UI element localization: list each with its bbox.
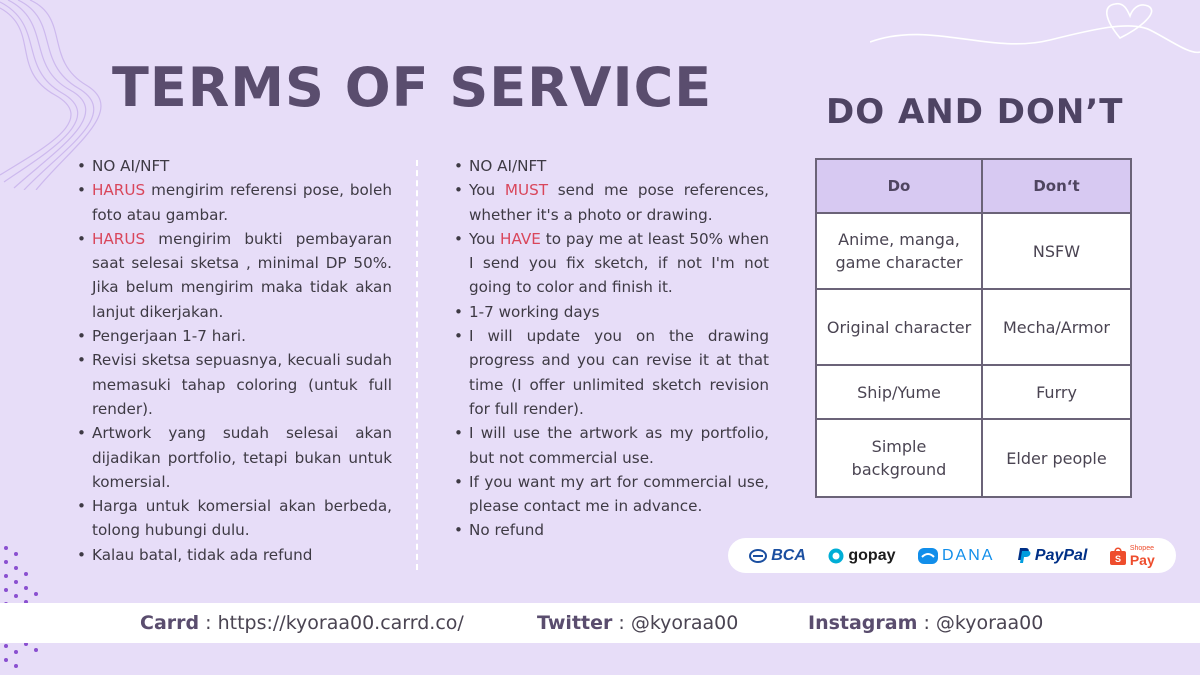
do-dont-table [815, 158, 1132, 498]
svg-text:S: S [1114, 553, 1121, 564]
instagram-link[interactable]: Instagram : @kyoraa00 [808, 612, 1044, 634]
list-item: • NO AI/NFT [76, 154, 392, 178]
do-cell: Original character [816, 289, 982, 365]
list-item: • Pengerjaan 1-7 hari. [76, 324, 392, 348]
shopeepay-icon [1110, 547, 1126, 565]
table-row [816, 365, 1131, 419]
list-item: • 1-7 working days [453, 300, 769, 324]
carrd-link[interactable]: Carrd : https://kyoraa00.carrd.co/ [140, 612, 464, 634]
table-row [816, 419, 1131, 497]
table-row [816, 289, 1131, 365]
list-item: • Kalau batal, tidak ada refund [76, 543, 392, 567]
payment-methods-bar [728, 538, 1176, 573]
shopeepay-logo: S Shopee Pay [1110, 544, 1155, 567]
highlight-text: HAVE [500, 229, 541, 248]
list-item: • No refund [453, 518, 769, 542]
dana-icon [918, 548, 938, 564]
table-row [816, 213, 1131, 289]
list-item: • HARUS mengirim bukti pembayaran saat selesai sketsa , minimal DP 50%. Jika belum mengirim maka tidak akan lanjut dikerjakan. [76, 227, 392, 324]
list-item: • You MUST send me pose references, whether it's a photo or drawing. [453, 178, 769, 227]
column-divider [416, 160, 418, 570]
terms-list-english [453, 154, 769, 543]
highlight-text: MUST [504, 181, 549, 200]
highlight-text: HARUS [92, 229, 146, 248]
list-item: • HARUS mengirim referensi pose, boleh foto atau gambar. [76, 178, 392, 227]
list-item: • I will update you on the drawing progress and you can revise it at that time (I offer unlimited sketch revision for full render). [453, 324, 769, 421]
highlight-text: HARUS [92, 181, 146, 200]
list-item: • NO AI/NFT [453, 154, 769, 178]
dont-cell: Furry [982, 365, 1131, 419]
do-cell: Anime, manga, game character [816, 213, 982, 289]
paypal-logo: PayPal [1017, 547, 1087, 565]
terms-list-indonesian [76, 154, 392, 567]
bca-icon [749, 549, 767, 563]
do-cell: Simple background [816, 419, 982, 497]
list-item: • If you want my art for commercial use, please contact me in advance. [453, 470, 769, 519]
gopay-icon [828, 548, 844, 564]
header-do: Do [816, 159, 982, 213]
paypal-icon [1017, 548, 1031, 564]
dont-cell: NSFW [982, 213, 1131, 289]
gopay-logo: gopay [828, 547, 895, 565]
table-header-row [816, 159, 1131, 213]
do-dont-title: DO AND DON’T [826, 92, 1124, 132]
header-dont: Don‘t [982, 159, 1131, 213]
list-item: • Harga untuk komersial akan berbeda, tolong hubungi dulu. [76, 494, 392, 543]
list-item: • You HAVE to pay me at least 50% when I send you fix sketch, if not I'm not going to color and finish it. [453, 227, 769, 300]
dont-cell: Elder people [982, 419, 1131, 497]
page-title: TERMS OF SERVICE [112, 56, 713, 119]
dont-cell: Mecha/Armor [982, 289, 1131, 365]
dana-logo: DANA [918, 547, 994, 565]
footer-links [0, 603, 1200, 643]
do-cell: Ship/Yume [816, 365, 982, 419]
bca-logo: BCA [749, 547, 806, 565]
list-item: • Revisi sketsa sepuasnya, kecuali sudah memasuki tahap coloring (untuk full render). [76, 348, 392, 421]
twitter-link[interactable]: Twitter : @kyoraa00 [537, 612, 739, 634]
heart-line-decoration [870, 0, 1200, 70]
list-item: • I will use the artwork as my portfolio, but not commercial use. [453, 421, 769, 470]
list-item: • Artwork yang sudah selesai akan dijadikan portfolio, tetapi bukan untuk komersial. [76, 421, 392, 494]
